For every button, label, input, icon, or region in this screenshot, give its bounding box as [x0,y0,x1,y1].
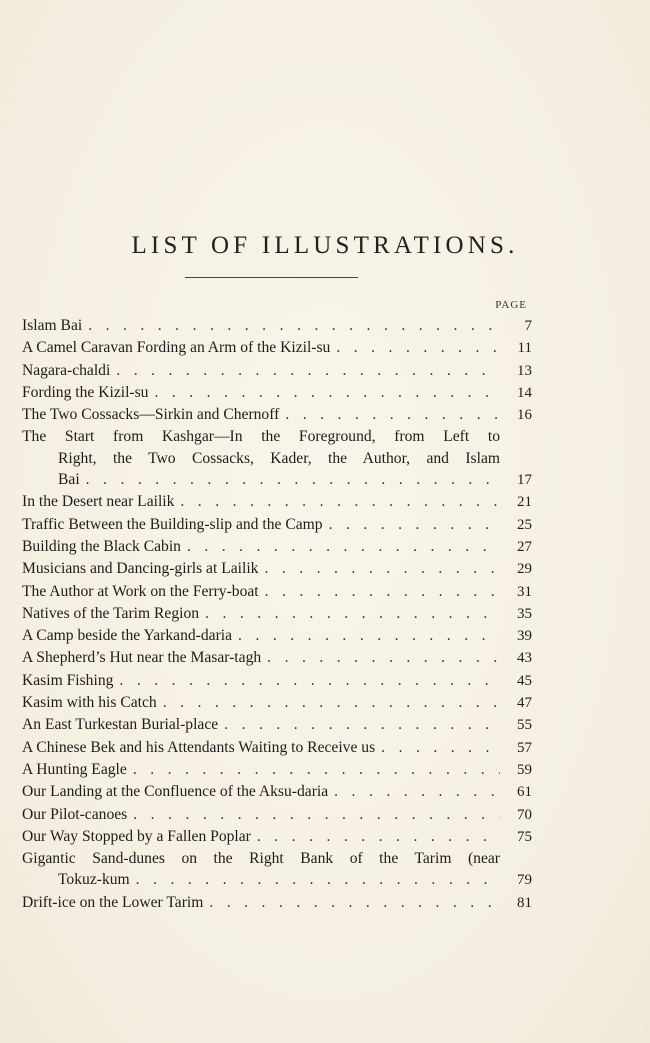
entry-title: A Shepherd’s Hut near the Masar-tagh [22,649,262,667]
list-item [22,737,532,759]
dot-leader [264,558,500,579]
entry-title: A Hunting Eagle [22,760,127,778]
illustrations-list [22,315,532,914]
entry-page-number: 17 [517,472,532,489]
dot-leader [224,714,500,735]
entry-title: Tokuz-kum [58,871,130,889]
entry-title: Nagara-chaldi [22,361,111,379]
list-item [22,426,532,491]
entry-page-number: 57 [517,739,532,756]
dot-leader [336,337,500,358]
list-item [22,714,532,736]
entry-title: Our Way Stopped by a Fallen Poplar [22,827,251,845]
dot-leader [265,581,500,602]
entry-title: Natives of the Tarim Region [22,604,200,622]
dot-leader [116,360,500,381]
entry-page-number: 25 [517,516,532,533]
entry-page-number: 45 [517,672,532,689]
entry-title-line: Right, the Two Cossacks, Kader, the Author, and Islam [58,449,500,467]
entry-title-line: Gigantic Sand-dunes on the Right Bank of the Tarim (near [22,850,500,868]
dot-leader [267,647,500,668]
list-item [22,514,532,536]
dot-leader [334,781,500,802]
list-item [22,625,532,647]
entry-title: Our Landing at the Confluence of the Aksu-daria [22,783,329,801]
list-item [22,603,532,625]
list-item [22,382,532,404]
dot-leader [136,869,500,890]
dot-leader [154,382,500,403]
list-item [22,670,532,692]
list-item [22,826,532,848]
entry-page-number: 27 [517,538,532,555]
dot-leader [133,759,500,780]
list-item [22,692,532,714]
list-item [22,404,532,426]
entry-page-number: 14 [517,384,532,401]
entry-page-number: 35 [517,605,532,622]
list-item [22,781,532,803]
entry-page-number: 75 [517,828,532,845]
entry-title: A Camel Caravan Fording an Arm of the Kizil-su [22,339,331,357]
entry-title: Bai [58,471,80,489]
entry-page-number: 59 [517,761,532,778]
page-title: LIST OF ILLUSTRATIONS. [131,232,519,259]
entry-page-number: 13 [517,362,532,379]
list-item [22,491,532,513]
list-item [22,337,532,359]
entry-title: Drift-ice on the Lower Tarim [22,893,204,911]
dot-leader [381,737,500,758]
entry-page-number: 31 [517,583,532,600]
entry-title: An East Turkestan Burial-place [22,716,219,734]
dot-leader [180,491,500,512]
dot-leader [329,514,500,535]
entry-page-number: 79 [517,872,532,889]
dot-leader [205,603,500,624]
entry-page-number: 61 [517,784,532,801]
entry-title: Fording the Kizil-su [22,383,149,401]
entry-page-number: 29 [517,561,532,578]
entry-page-number: 11 [517,340,532,357]
dot-leader [86,469,500,490]
entry-title: Kasim Fishing [22,671,114,689]
entry-page-number: 7 [524,318,532,334]
entry-page-number: 39 [517,628,532,645]
entry-title: Musicians and Dancing-girls at Lailik [22,560,259,578]
entry-title: Kasim with his Catch [22,694,157,712]
entry-title: Islam Bai [22,317,83,334]
dot-leader [238,625,500,646]
entry-title: A Chinese Bek and his Attendants Waiting to Receive us [22,738,376,756]
entry-title: The Two Cossacks—Sirkin and Chernoff [22,406,280,424]
list-item [22,759,532,781]
dot-leader [285,404,500,425]
list-item [22,558,532,580]
dot-leader [187,536,500,557]
entry-page-number: 55 [517,717,532,734]
list-item [22,647,532,669]
dot-leader [209,892,500,913]
list-item [22,536,532,558]
list-item [22,848,532,892]
list-item [22,581,532,603]
dot-leader [257,826,500,847]
entry-page-number: 47 [517,695,532,712]
list-item [22,892,532,914]
entry-page-number: 16 [517,407,532,424]
title-rule [185,277,358,278]
list-item [22,360,532,382]
entry-title: The Author at Work on the Ferry-boat [22,582,259,600]
dot-leader [88,315,500,336]
entry-page-number: 43 [517,650,532,667]
entry-title-line: The Start from Kashgar—In the Foreground, from Left to [22,428,500,446]
entry-title: Building the Black Cabin [22,537,181,555]
dot-leader [119,670,500,691]
entry-page-number: 70 [517,806,532,823]
entry-page-number: 21 [517,494,532,511]
entry-title: In the Desert near Lailik [22,493,175,511]
page-column-heading: PAGE [495,299,527,311]
entry-title: Our Pilot-canoes [22,805,128,823]
list-item [22,315,532,337]
list-item [22,804,532,826]
dot-leader [133,804,500,825]
entry-title: Traffic Between the Building-slip and the Camp [22,515,323,533]
entry-page-number: 81 [517,894,532,911]
entry-title: A Camp beside the Yarkand-daria [22,627,233,645]
dot-leader [163,692,500,713]
